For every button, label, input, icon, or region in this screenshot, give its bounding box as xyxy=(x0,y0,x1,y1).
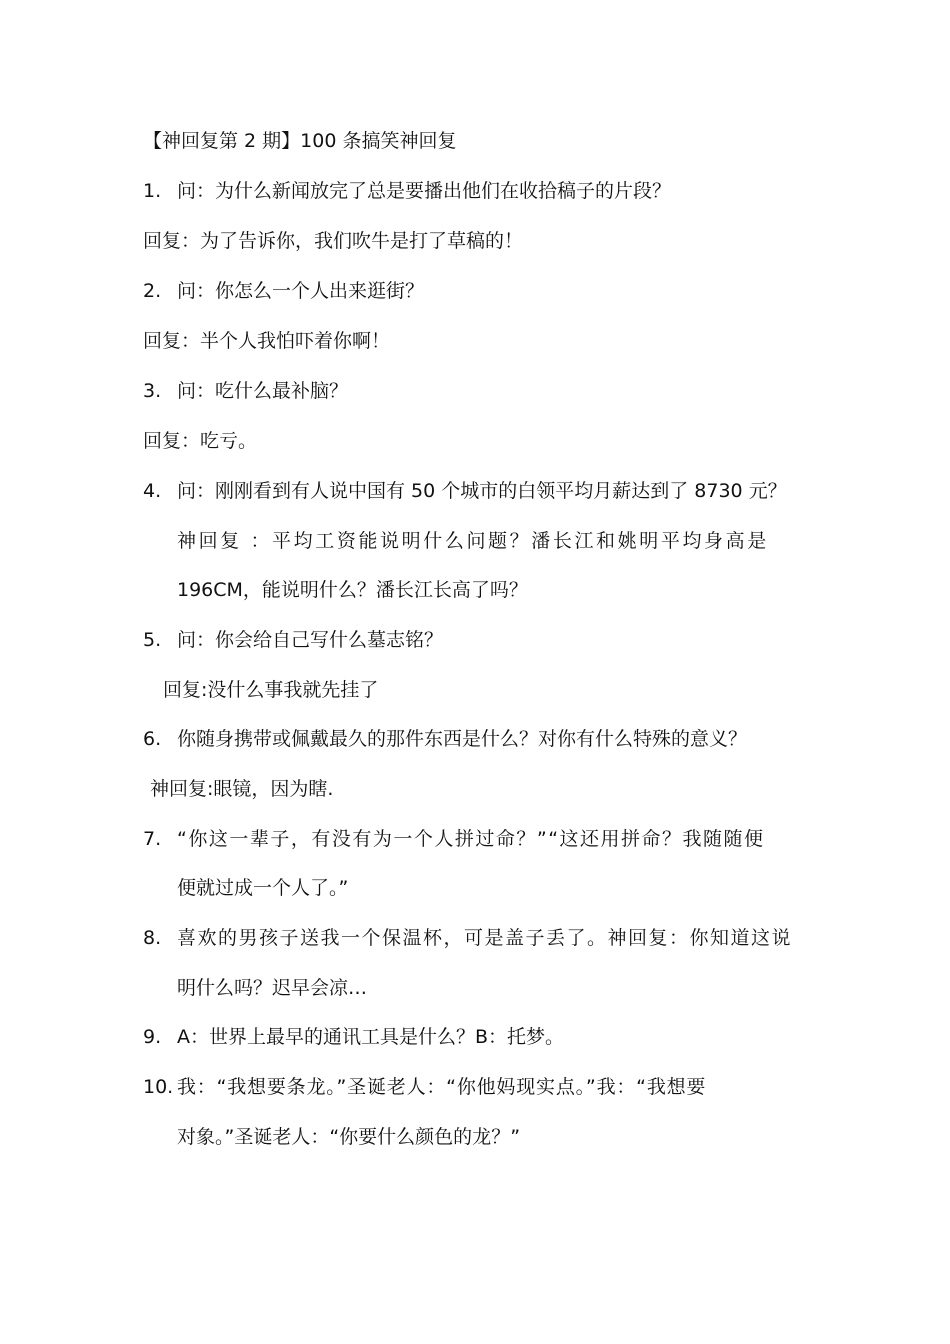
item-question: 问：你会给自己写什么墓志铭？ xyxy=(177,629,444,651)
item-text: 喜欢的男孩子送我一个保温杯，可是盖子丢了。神回复：你知道这说 xyxy=(177,927,793,949)
item-number: 5. xyxy=(143,629,162,651)
item-question: 问：为什么新闻放完了总是要播出他们在收拾稿子的片段？ xyxy=(177,180,672,202)
item-reply: 回复:没什么事我就先挂了 xyxy=(163,679,379,701)
item-reply: 神回复 ：平均工资能说明什么问题？潘长江和姚明平均身高是 xyxy=(177,530,769,552)
item-number: 4. xyxy=(143,480,162,502)
item-number: 3. xyxy=(143,380,162,402)
item-number: 7. xyxy=(143,828,162,850)
item-question: 你随身携带或佩戴最久的那件东西是什么？对你有什么特殊的意义？ xyxy=(177,728,748,750)
item-number: 6. xyxy=(143,728,162,750)
item-text-continued: 对象。”圣诞老人：“你要什么颜色的龙？” xyxy=(177,1126,521,1148)
item-text: 我：“我想要条龙。”圣诞老人：“你他妈现实点。”我：“我想要 xyxy=(177,1076,707,1098)
item-number: 10. xyxy=(143,1076,174,1098)
item-text-continued: 明什么吗？迟早会凉… xyxy=(177,977,368,999)
item-text: “你这一辈子，有没有为一个人拼过命？”“这还用拼命？我随随便 xyxy=(177,828,765,850)
item-number: 9. xyxy=(143,1026,162,1048)
item-question: 问：吃什么最补脑？ xyxy=(177,380,349,402)
item-reply: 回复：为了告诉你，我们吹牛是打了草稿的！ xyxy=(143,230,524,252)
item-text-continued: 便就过成一个人了。” xyxy=(177,877,349,899)
item-question: 问：你怎么一个人出来逛街？ xyxy=(177,280,425,302)
item-reply-continued: 196CM，能说明什么？潘长江长高了吗？ xyxy=(177,579,528,601)
item-text: A：世界上最早的通讯工具是什么？B：托梦。 xyxy=(177,1026,565,1048)
item-number: 2. xyxy=(143,280,162,302)
document-title: 【神回复第 2 期】100 条搞笑神回复 xyxy=(143,130,457,152)
item-reply: 神回复:眼镜，因为瞎. xyxy=(150,778,334,800)
item-number: 1. xyxy=(143,180,162,202)
item-number: 8. xyxy=(143,927,162,949)
item-question: 问：刚刚看到有人说中国有 50 个城市的白领平均月薪达到了 8730 元？ xyxy=(177,480,787,502)
item-reply: 回复：半个人我怕吓着你啊！ xyxy=(143,330,391,352)
item-reply: 回复：吃亏。 xyxy=(143,430,258,452)
